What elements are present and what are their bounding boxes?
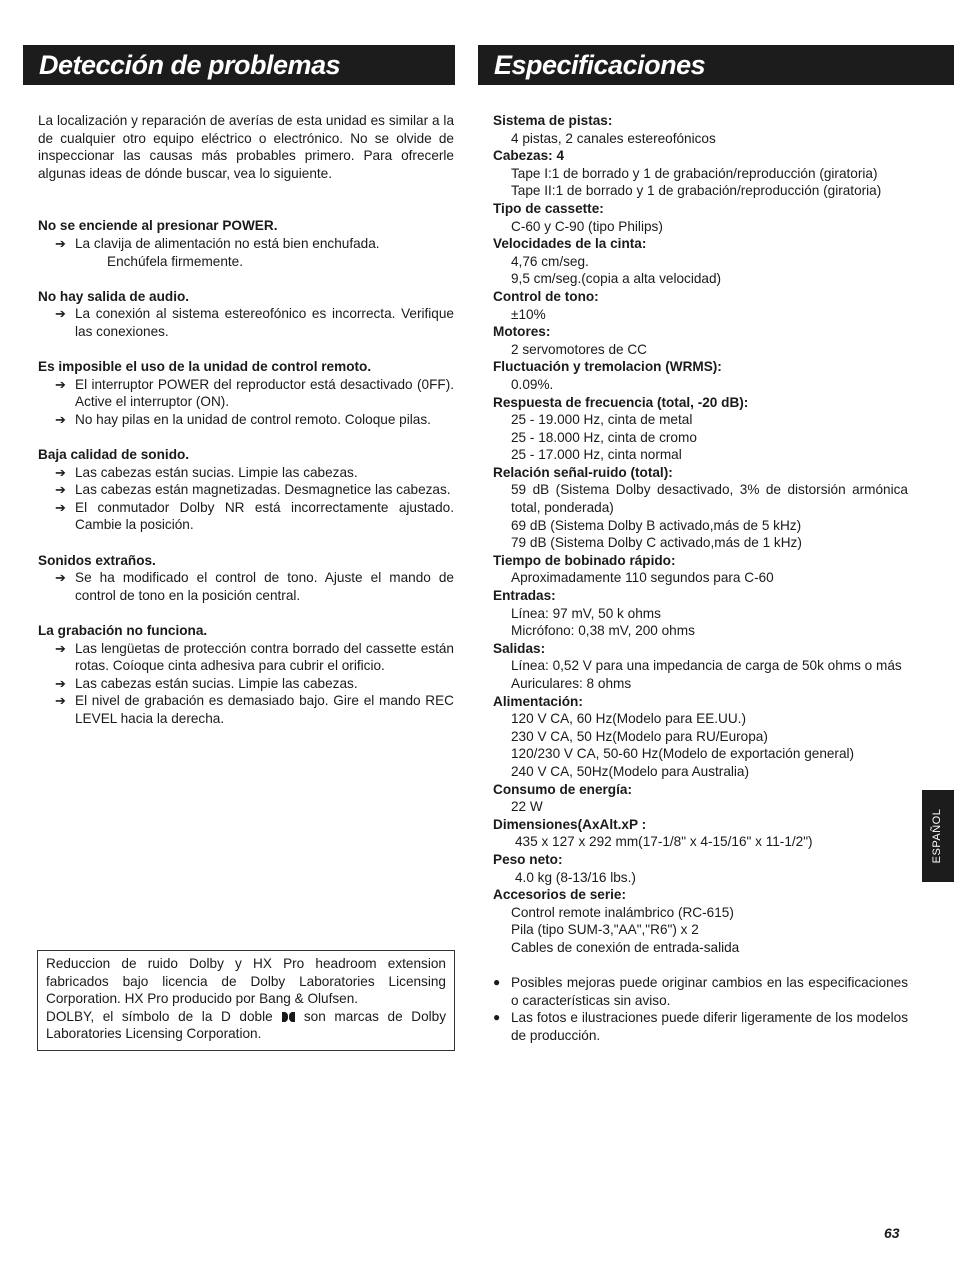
trouble-section [38,552,454,605]
spec-block [493,147,908,200]
specifications-column [493,112,908,1044]
spec-block [493,323,908,358]
trouble-title: Es imposible el uso de la unidad de control remoto. [38,359,372,375]
arrow-right-icon: ➔ [55,464,66,480]
arrow-right-icon: ➔ [55,306,66,322]
spec-value: 9,5 cm/seg.(copia a alta velocidad) [511,271,722,287]
arrow-right-icon: ➔ [55,675,66,691]
spec-label: Fluctuación y tremolacion (WRMS): [493,359,722,375]
spec-block [493,358,908,393]
spec-label: Control de tono: [493,288,599,304]
spec-label: Entradas: [493,588,556,604]
spec-label: Accesorios de serie: [493,887,626,903]
bullet-icon: ● [493,1010,501,1025]
spec-note [493,974,908,1009]
spec-value: Tape I:1 de borrado y 1 de grabación/reproducción (giratoria) [511,165,878,181]
trouble-item-text: La clavija de alimentación no está bien enchufada. [75,235,380,251]
trouble-section [38,446,454,534]
spec-label: Relación señal-ruido (total): [493,464,673,480]
trouble-item [38,569,454,604]
trouble-item-text: Las lengüetas de protección contra borrado del cassette están rotas. Coíoque cinta adhesiva para cubrir el orificio. [75,640,454,674]
spec-value: 120 V CA, 60 Hz(Modelo para EE.UU.) [511,711,746,727]
spec-block [493,288,908,323]
trouble-title: No hay salida de audio. [38,288,190,304]
dolby-notice-box [37,950,455,1051]
spec-value: Control remote inalámbrico (RC-615) [511,904,734,920]
spec-value: ±10% [511,306,546,322]
trouble-item-text: El interruptor POWER del reproductor está desactivado (0FF). Active el interruptor (ON). [75,376,454,410]
arrow-right-icon: ➔ [55,570,66,586]
arrow-right-icon: ➔ [55,640,66,656]
trouble-section [38,288,454,341]
trouble-title: No se enciende al presionar POWER. [38,218,278,234]
trouble-section [38,217,454,270]
trouble-item [38,499,454,534]
spec-block [493,552,908,587]
troubleshooting-intro: La localización y reparación de averías de esta unidad es similar a la de cualquier otro equipo eléctrico o electrónico. No se olvide de inspeccionar las causas más probables primero. Para ofrecerle algunas ideas de dónde buscar, vea lo siguiente. [38,113,454,181]
troubleshooting-column [38,112,454,728]
trouble-title: La grabación no funciona. [38,623,208,639]
spec-value: 4 pistas, 2 canales estereofónicos [511,130,716,146]
trouble-item-text: Las cabezas están sucias. Limpie las cabezas. [75,464,358,480]
spec-block [493,851,908,886]
spec-label: Consumo de energía: [493,781,632,797]
trouble-title: Baja calidad de sonido. [38,447,190,463]
trouble-item-text: No hay pilas en la unidad de control remoto. Coloque pilas. [75,411,431,427]
spec-label: Motores: [493,324,551,340]
trouble-title: Sonidos extraños. [38,552,156,568]
language-side-tab [922,790,954,882]
spec-value: 435 x 127 x 292 mm(17-1/8" x 4-15/16" x 11-1/2") [515,834,813,850]
spec-value: Cables de conexión de entrada-salida [511,939,740,955]
spec-note-text: Posibles mejoras puede originar cambios en las especificaciones o características sin aviso. [511,975,908,1008]
spec-value: 22 W [511,799,543,815]
trouble-item-text: Las cabezas están magnetizadas. Desmagnetice las cabezas. [75,482,451,498]
spec-block [493,816,908,851]
spec-block [493,587,908,640]
spec-note-text: Las fotos e ilustraciones puede diferir ligeramente de los modelos de producción. [511,1010,908,1043]
spec-value: 79 dB (Sistema Dolby C activado,más de 1 kHz) [511,535,802,551]
spec-value: Tape II:1 de borrado y 1 de grabación/reproducción (giratoria) [511,183,882,199]
spec-block [493,464,908,552]
spec-value: 59 dB (Sistema Dolby desactivado, 3% de distorsión armónica total, ponderada) [511,482,908,516]
arrow-right-icon: ➔ [55,376,66,392]
spec-value: Pila (tipo SUM-3,"AA","R6") x 2 [511,922,699,938]
spec-label: Alimentación: [493,693,583,709]
spec-label: Respuesta de frecuencia (total, -20 dB): [493,394,749,410]
trouble-item-text: Se ha modificado el control de tono. Ajuste el mando de control de tono en la posición central. [75,570,454,603]
arrow-right-icon: ➔ [55,693,66,709]
trouble-item-text: Las cabezas están sucias. Limpie las cabezas. [75,675,358,691]
spec-value: 25 - 19.000 Hz, cinta de metal [511,412,693,428]
spec-note [493,1009,908,1044]
spec-block [493,235,908,288]
arrow-right-icon: ➔ [55,235,66,251]
spec-block [493,886,908,956]
spec-block [493,112,908,147]
trouble-item [38,640,454,675]
arrow-right-icon: ➔ [55,499,66,515]
page-number: 63 [884,1225,900,1241]
spec-value: 0.09%. [511,376,554,392]
spec-label: Salidas: [493,640,546,656]
trouble-item [38,692,454,727]
trouble-item [38,481,454,499]
spec-value: 4,76 cm/seg. [511,253,589,269]
spec-value: Auriculares: 8 ohms [511,676,632,691]
spec-block [493,781,908,816]
spec-block [493,693,908,781]
specifications-header: Especificaciones [478,45,954,85]
trouble-item [38,376,454,411]
spec-label: Dimensiones(AxAlt.xP : [493,816,647,832]
dolby-trademark-after: son marcas de Dolby Laboratories Licensing Corporation. [46,1008,447,1042]
trouble-item [38,675,454,693]
trouble-item-text: La conexión al sistema estereofónico es incorrecta. Verifique las conexiones. [75,306,454,339]
spec-value: 4.0 kg (8-13/16 lbs.) [515,869,636,885]
spec-block [493,200,908,235]
arrow-right-icon: ➔ [55,482,66,498]
spec-block [493,640,908,693]
trouble-item [38,411,454,429]
spec-value: 240 V CA, 50Hz(Modelo para Australia) [511,763,750,779]
spec-block [493,394,908,464]
spec-label: Cabezas: 4 [493,148,565,164]
spec-label: Tiempo de bobinado rápido: [493,552,676,568]
trouble-section [38,622,454,728]
spec-value: Aproximadamente 110 segundos para C-60 [511,570,774,586]
troubleshooting-header: Detección de problemas [23,45,455,85]
spec-value: Línea: 0,52 V para una impedancia de carga de 50k ohms o más [511,658,902,674]
spec-label: Peso neto: [493,851,563,867]
arrow-right-icon: ➔ [55,411,66,427]
spec-value: 25 - 18.000 Hz, cinta de cromo [511,429,697,445]
dolby-trademark-text [46,1008,446,1043]
dolby-trademark-before: DOLBY, el símbolo de la D doble [46,1008,273,1024]
spec-value: 2 servomotores de CC [511,341,647,357]
spec-value: 25 - 17.000 Hz, cinta normal [511,447,682,463]
spec-value: 120/230 V CA, 50-60 Hz(Modelo de exportación general) [511,746,855,762]
language-label: ESPAÑOL [931,808,944,864]
spec-value: Micrófono: 0,38 mV, 200 ohms [511,623,695,639]
dolby-notice-text: Reduccion de ruido Dolby y HX Pro headroom extension fabricados bajo licencia de Dolby Laboratories Licensing Corporation. HX Pro producido por Bang & Olufsen. [46,956,446,1007]
spec-value: Línea: 97 mV, 50 k ohms [511,605,661,621]
spec-label: Sistema de pistas: [493,113,613,128]
trouble-item [38,305,454,340]
trouble-item-text: El conmutador Dolby NR está incorrectamente ajustado. Cambie la posición. [75,499,454,533]
bullet-icon: ● [493,975,501,990]
double-d-icon [281,1009,295,1024]
trouble-section [38,358,454,428]
trouble-item [38,464,454,482]
spec-label: Velocidades de la cinta: [493,236,647,252]
trouble-item-text: El nivel de grabación es demasiado bajo. Gire el mando REC LEVEL hacia la derecha. [75,693,454,726]
spec-value: C-60 y C-90 (tipo Philips) [511,218,663,234]
spec-label: Tipo de cassette: [493,200,604,216]
spec-value: 69 dB (Sistema Dolby B activado,más de 5 kHz) [511,517,802,533]
spec-value: 230 V CA, 50 Hz(Modelo para RU/Europa) [511,728,768,744]
trouble-item [38,235,454,253]
trouble-note: Enchúfela firmemente. [107,253,244,269]
